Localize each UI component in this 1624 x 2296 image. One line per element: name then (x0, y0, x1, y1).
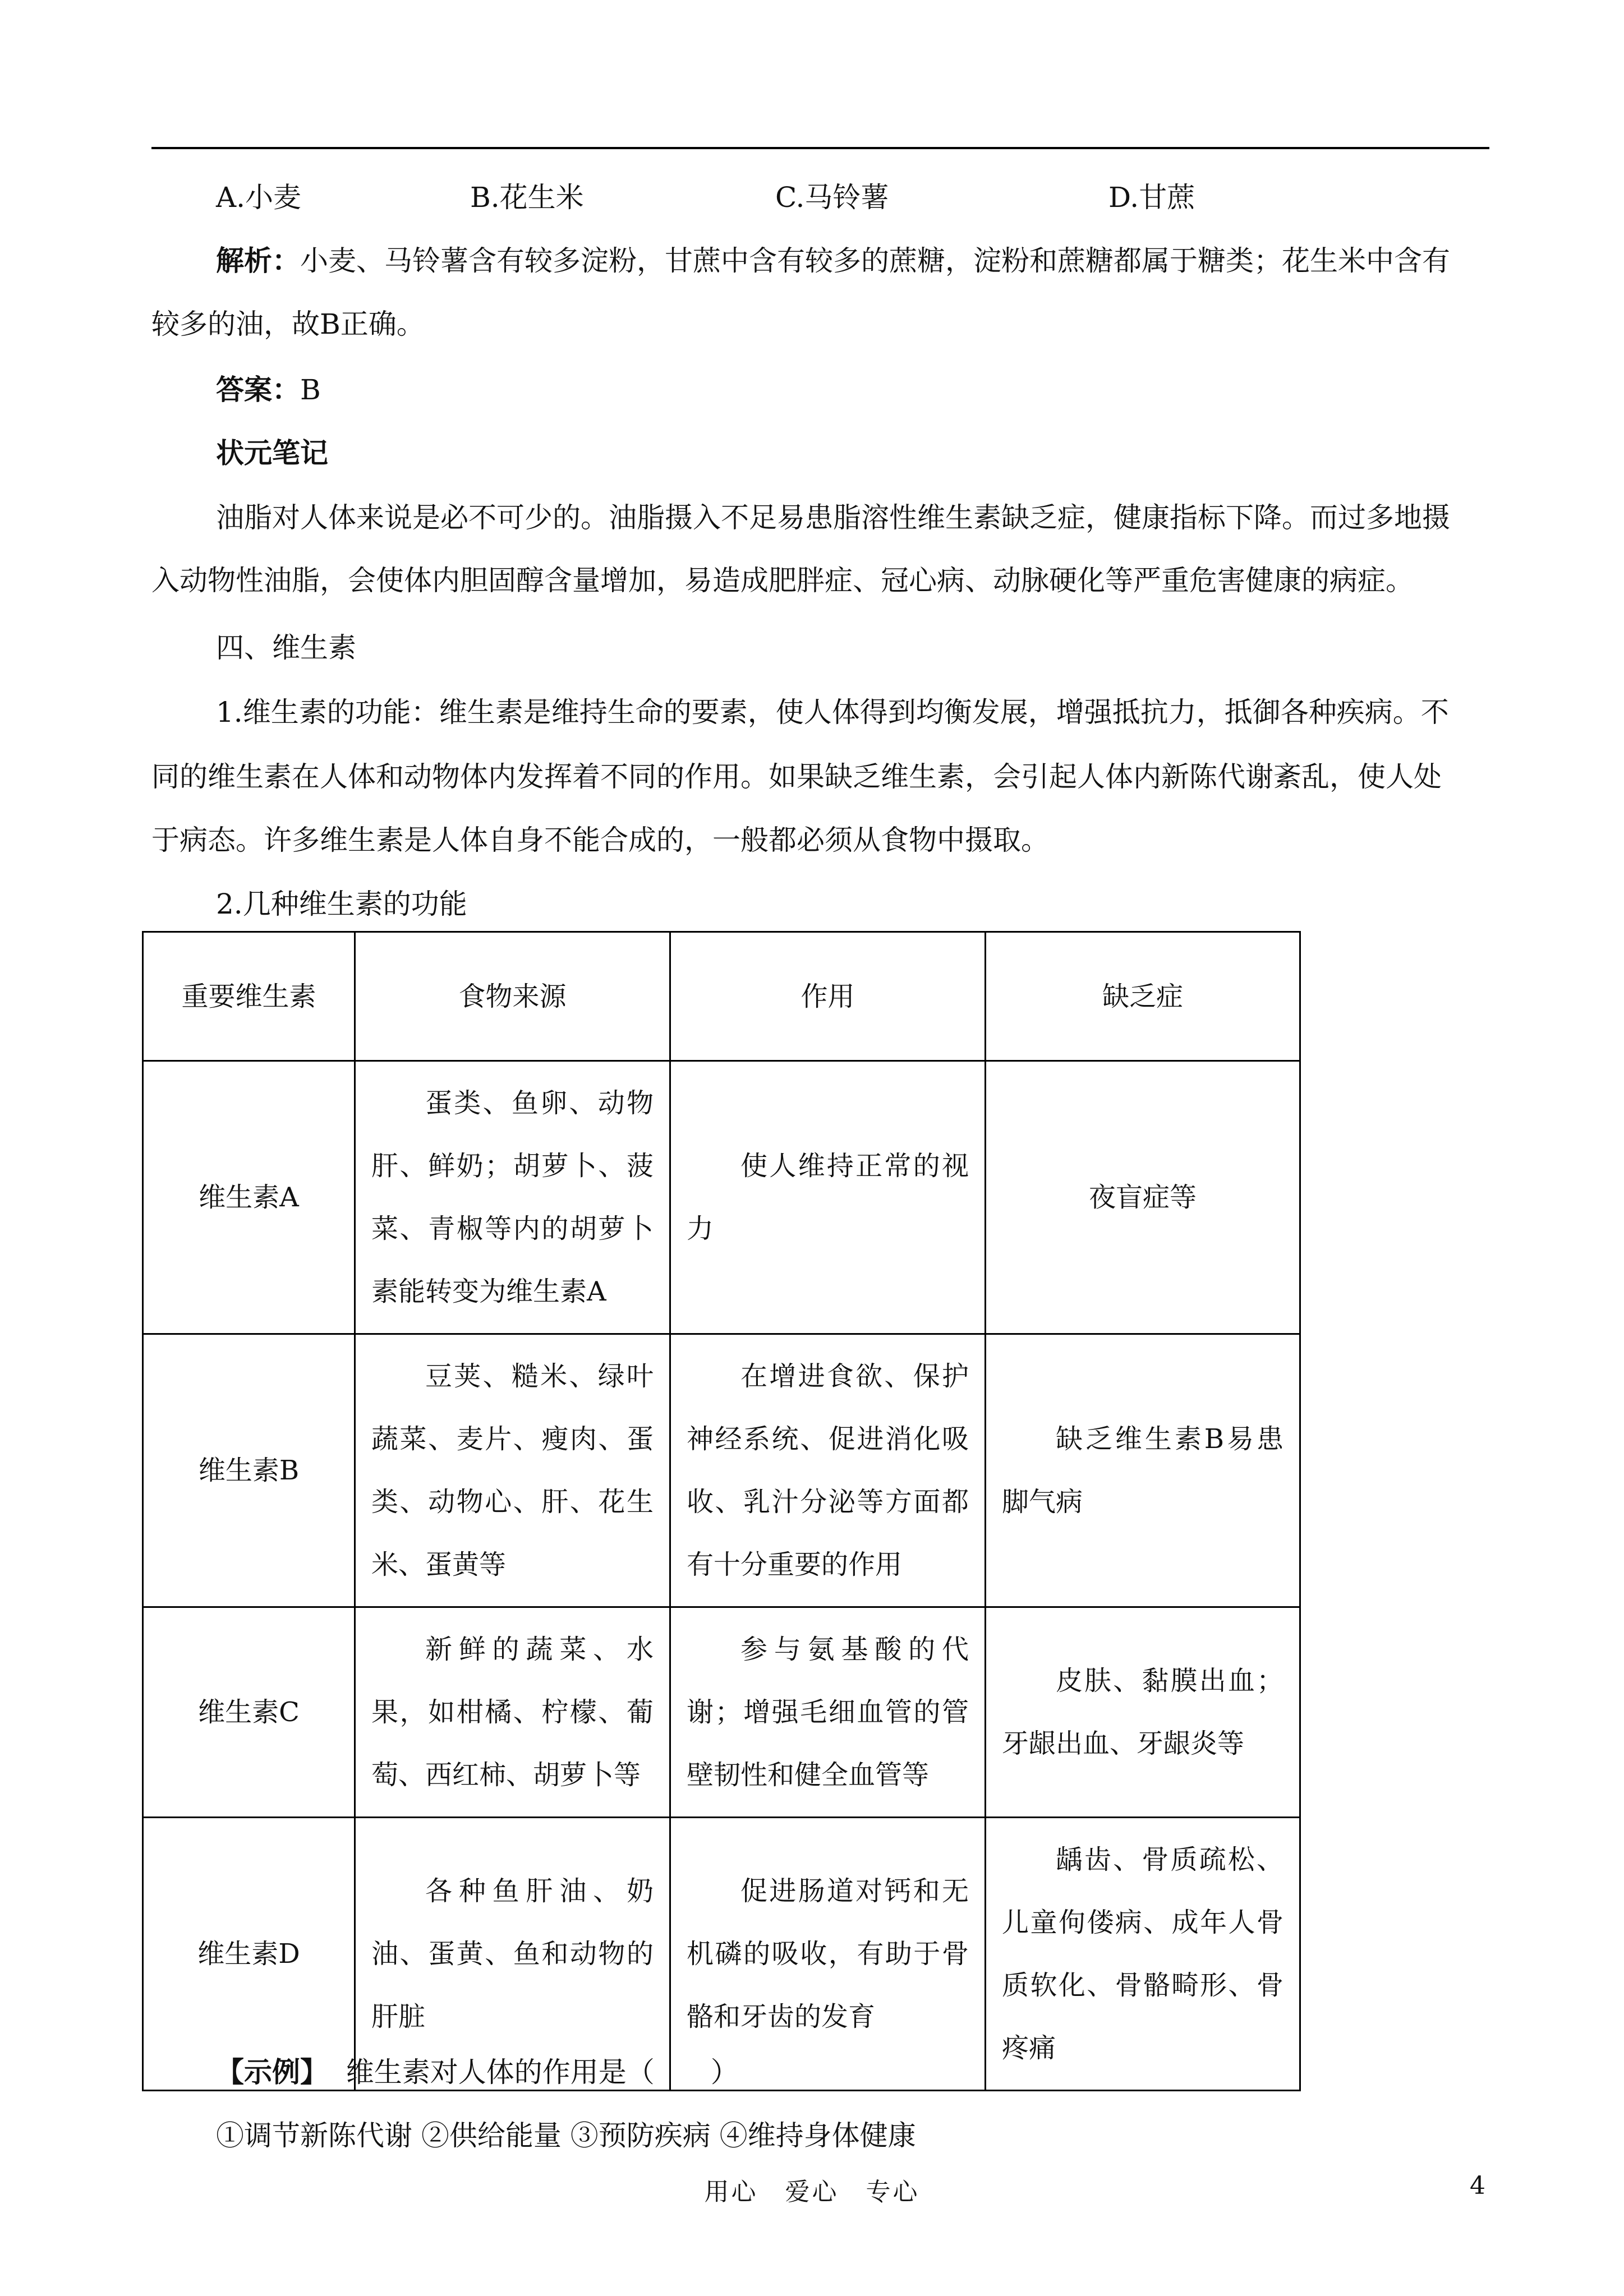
example-line (216, 2050, 739, 2090)
analysis-text-1: 小麦、马铃薯含有较多淀粉，甘蔗中含有较多的蔗糖，淀粉和蔗糖都属于糖类；花生米中含有 (300, 245, 1450, 277)
answer-line (216, 367, 321, 408)
option-a: A.小麦 (216, 181, 302, 214)
footer-motto: 用心 爱心 专心 (704, 2178, 920, 2206)
vitamin-function: 参与氨基酸的代谢；增强毛细血管的管壁韧性和健全血管等 (670, 1607, 986, 1818)
header-deficiency: 缺乏症 (986, 932, 1300, 1061)
analysis-label: 解析： (216, 244, 300, 277)
notes-title: 状元笔记 (216, 436, 328, 469)
example-label: 【示例】 (216, 2055, 328, 2088)
deficiency: 皮肤、黏膜出血；牙龈出血、牙龈炎等 (986, 1607, 1300, 1818)
option-b: B.花生米 (470, 181, 584, 214)
answer-label: 答案： (216, 373, 300, 406)
answer-value: B (300, 374, 321, 406)
section-p2: 2.几种维生素的功能 (216, 888, 467, 920)
table-header-row (143, 932, 1300, 1061)
table-row (143, 1607, 1300, 1818)
vitamin-name: 维生素D (143, 1818, 355, 2091)
notes-line-2: 入动物性油脂，会使体内胆固醇含量增加，易造成肥胖症、冠心病、动脉硬化等严重危害健康的病症。 (151, 564, 1414, 597)
option-d: D.甘蔗 (1108, 181, 1195, 214)
header-rule (151, 147, 1489, 149)
vitamin-name: 维生素A (143, 1061, 355, 1334)
header-vitamin: 重要维生素 (143, 932, 355, 1061)
deficiency: 缺乏维生素B易患脚气病 (986, 1334, 1300, 1607)
vitamin-function: 使人维持正常的视力 (670, 1061, 986, 1334)
page-number: 4 (1470, 2171, 1485, 2200)
section-p1-line-1: 1.维生素的功能：维生素是维持生命的要素，使人体得到均衡发展，增强抵抗力，抵御各种疾病。不 (216, 696, 1449, 729)
deficiency: 龋齿、骨质疏松、儿童佝偻病、成年人骨质软化、骨骼畸形、骨疼痛 (986, 1818, 1300, 2091)
section-heading: 四、维生素 (216, 631, 356, 664)
deficiency: 夜盲症等 (986, 1061, 1300, 1334)
notes-line-1: 油脂对人体来说是必不可少的。油脂摄入不足易患脂溶性维生素缺乏症，健康指标下降。而过多地摄 (216, 501, 1450, 534)
analysis-line-2: 较多的油，故B正确。 (151, 308, 425, 340)
food-source: 新鲜的蔬菜、水果，如柑橘、柠檬、葡萄、西红柿、胡萝卜等 (355, 1607, 670, 1818)
vitamin-function: 促进肠道对钙和无机磷的吸收，有助于骨骼和牙齿的发育 (670, 1818, 986, 2091)
header-function: 作用 (670, 932, 986, 1061)
food-source: 蛋类、鱼卵、动物肝、鲜奶；胡萝卜、菠菜、青椒等内的胡萝卜素能转变为维生素A (355, 1061, 670, 1334)
example-question: 维生素对人体的作用是（ ） (346, 2056, 739, 2088)
food-source: 各种鱼肝油、奶油、蛋黄、鱼和动物的肝脏 (355, 1818, 670, 2091)
table-row (143, 1061, 1300, 1334)
table-row (143, 1334, 1300, 1607)
section-p1-line-3: 于病态。许多维生素是人体自身不能合成的，一般都必须从食物中摄取。 (151, 824, 1049, 856)
vitamin-name: 维生素C (143, 1607, 355, 1818)
food-source: 豆荚、糙米、绿叶蔬菜、麦片、瘦肉、蛋类、动物心、肝、花生米、蛋黄等 (355, 1334, 670, 1607)
header-source: 食物来源 (355, 932, 670, 1061)
analysis-line-1 (216, 238, 1450, 279)
vitamin-name: 维生素B (143, 1334, 355, 1607)
section-p1-line-2: 同的维生素在人体和动物体内发挥着不同的作用。如果缺乏维生素，会引起人体内新陈代谢紊乱，使人处 (151, 760, 1442, 793)
vitamin-table (142, 931, 1301, 2091)
option-c: C.马铃薯 (775, 181, 889, 214)
example-choices: ①调节新陈代谢 ②供给能量 ③预防疾病 ④维持身体健康 (216, 2119, 916, 2152)
vitamin-function: 在增进食欲、保护神经系统、促进消化吸收、乳汁分泌等方面都有十分重要的作用 (670, 1334, 986, 1607)
